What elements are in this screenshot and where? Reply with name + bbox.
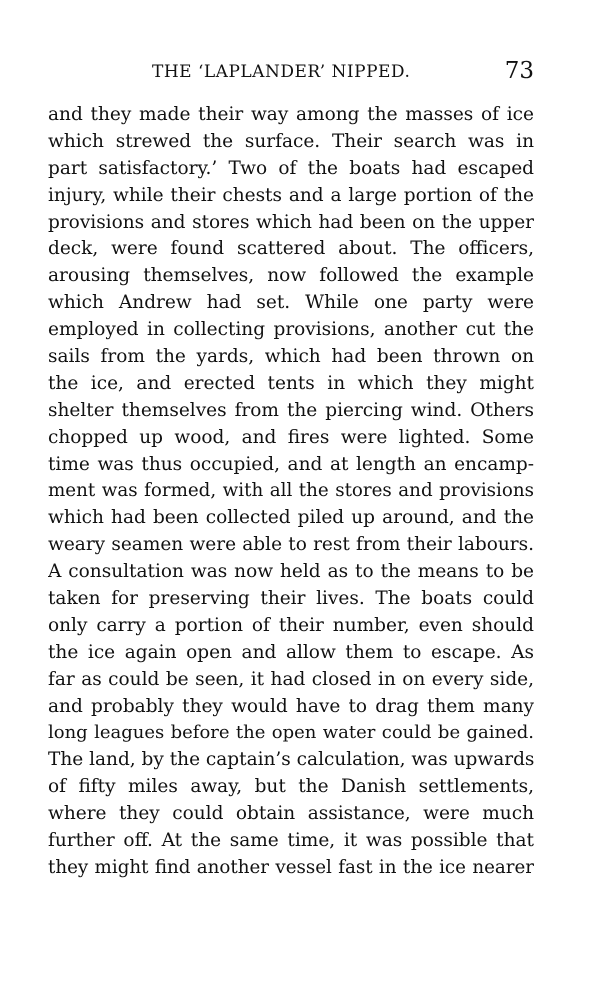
text-line: of fifty miles away, but the Danish settlements, — [48, 776, 534, 798]
text-line: the ice, and erected tents in which they might — [48, 372, 534, 394]
text-line: long leagues before the open water could be gained. — [48, 722, 534, 744]
text-line: taken for preserving their lives. The boats could — [48, 588, 534, 610]
text-line: they might find another vessel fast in the ice nearer — [48, 856, 534, 878]
text-line: and they made their way among the masses of ice — [48, 104, 534, 125]
text-line: the ice again open and allow them to escape. As — [48, 641, 534, 663]
text-line: A consultation was now held as to the means to be — [48, 561, 534, 583]
text-line: where they could obtain assistance, were much — [48, 803, 534, 825]
text-line: time was thus occupied, and at length an encamp- — [48, 453, 534, 475]
text-line: which strewed the surface. Their search was in — [48, 130, 534, 152]
text-line: sails from the yards, which had been thrown on — [48, 346, 534, 368]
text-line: employed in collecting provisions, another cut the — [48, 319, 534, 341]
text-line: which had been collected piled up around, and the — [48, 507, 534, 529]
text-line: injury, while their chests and a large portion of the — [48, 184, 534, 206]
text-line: and probably they would have to drag them many — [48, 695, 534, 717]
body-text — [48, 102, 534, 882]
text-line: which Andrew had set. While one party were — [48, 292, 534, 314]
text-line: The land, by the captain’s calculation, was upwards — [48, 749, 534, 771]
page-number: 73 — [504, 58, 534, 84]
text-line: ment was formed, with all the stores and provisions — [48, 480, 534, 502]
text-line: only carry a portion of their number, even should — [48, 614, 534, 636]
text-line: far as could be seen, it had closed in on every side, — [48, 668, 534, 690]
text-line: arousing themselves, now followed the example — [48, 265, 534, 287]
text-line: weary seamen were able to rest from their labours. — [48, 534, 534, 556]
text-line: provisions and stores which had been on the upper — [48, 211, 534, 233]
text-line: chopped up wood, and fires were lighted. Some — [48, 426, 534, 448]
text-line: further off. At the same time, it was possible that — [48, 830, 534, 852]
text-line: shelter themselves from the piercing wind. Others — [48, 399, 534, 421]
running-title: THE ‘LAPLANDER’ NIPPED. — [152, 62, 411, 82]
text-line: part satisfactory.’ Two of the boats had escaped — [48, 157, 534, 179]
running-head — [48, 58, 534, 88]
text-line: deck, were found scattered about. The officers, — [48, 238, 534, 260]
